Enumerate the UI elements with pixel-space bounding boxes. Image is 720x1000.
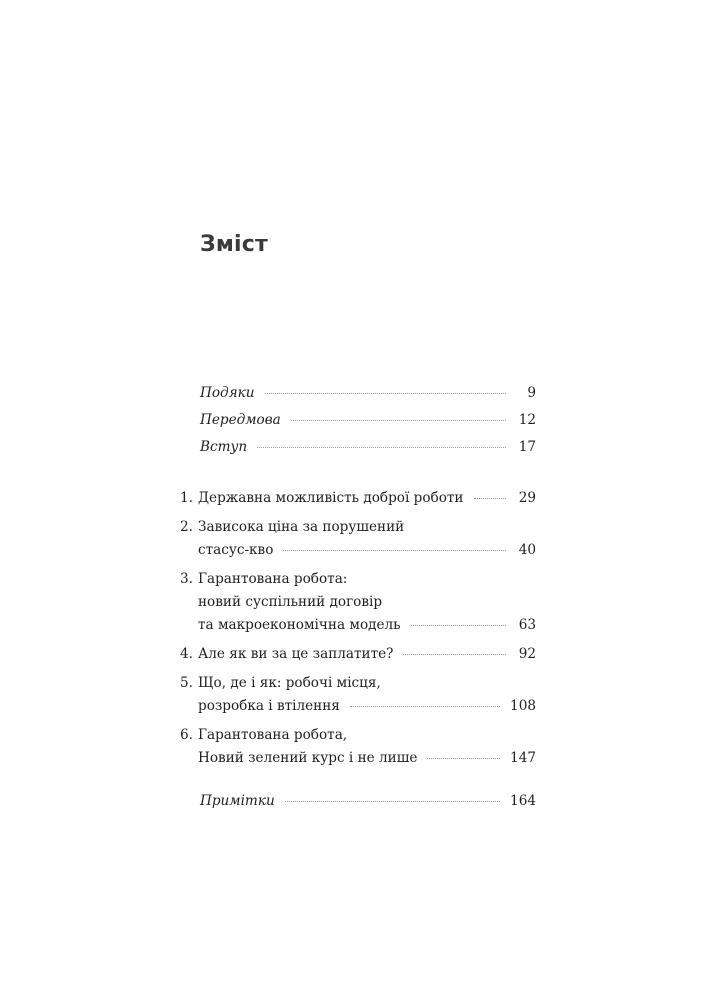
dot-leader bbox=[285, 801, 500, 802]
toc-page-number: 12 bbox=[518, 412, 536, 428]
chapter-title-line: Гарантована робота, bbox=[198, 727, 348, 743]
chapter-title-line: Новий зелений курс і не лише bbox=[198, 750, 418, 766]
toc-page-number: 29 bbox=[518, 490, 536, 506]
chapter-number: 2. bbox=[180, 519, 193, 535]
toc-page-number: 63 bbox=[518, 617, 536, 633]
dot-leader bbox=[474, 498, 507, 499]
toc-entry-notes[interactable] bbox=[180, 790, 536, 813]
chapter-number: 5. bbox=[180, 675, 193, 691]
dot-leader bbox=[291, 420, 506, 421]
dot-leader bbox=[265, 393, 506, 394]
toc-page-number: 92 bbox=[518, 646, 536, 662]
toc-page-number: 40 bbox=[518, 542, 536, 558]
toc-entry-label: Подяки bbox=[200, 385, 255, 401]
toc-entry-chapter-5[interactable] bbox=[180, 672, 536, 718]
chapter-title-line: Але як ви за це заплатите? bbox=[198, 646, 394, 662]
chapter-number: 1. bbox=[180, 490, 193, 506]
chapter-title-line: новий суспільний договір bbox=[198, 594, 383, 610]
toc-entry-chapter-6[interactable] bbox=[180, 724, 536, 770]
chapter-number: 6. bbox=[180, 727, 193, 743]
chapter-number: 3. bbox=[180, 571, 193, 587]
toc-page-number: 9 bbox=[527, 385, 536, 401]
dot-leader bbox=[257, 447, 506, 448]
toc-page-number: 108 bbox=[510, 698, 536, 714]
chapter-title-line: Що, де і як: робочі місця, bbox=[198, 675, 381, 691]
chapter-title-line: розробка і втілення bbox=[198, 698, 340, 714]
dot-leader bbox=[411, 625, 506, 626]
chapter-title-line: та макроекономічна модель bbox=[198, 617, 401, 633]
chapter-title-line: Гарантована робота: bbox=[198, 571, 348, 587]
toc-page-number: 164 bbox=[510, 793, 536, 809]
toc-entry-chapter-3[interactable] bbox=[180, 568, 536, 637]
toc-entry-chapter-1[interactable] bbox=[180, 487, 536, 510]
table-of-contents bbox=[180, 382, 536, 813]
chapter-number: 4. bbox=[180, 646, 193, 662]
dot-leader bbox=[283, 550, 506, 551]
dot-leader bbox=[427, 758, 500, 759]
toc-entry-chapter-2[interactable] bbox=[180, 516, 536, 562]
toc-entry-label: Примітки bbox=[200, 793, 275, 809]
toc-entry-label: Передмова bbox=[200, 412, 281, 428]
toc-page-number: 17 bbox=[518, 439, 536, 455]
dot-leader bbox=[350, 706, 500, 707]
dot-leader bbox=[403, 654, 506, 655]
chapter-title-line: Державна можливість доброї роботи bbox=[198, 490, 464, 506]
chapter-title-line: Зависока ціна за порушений bbox=[198, 519, 405, 535]
toc-entry-chapter-4[interactable] bbox=[180, 643, 536, 666]
page-title: Зміст bbox=[200, 232, 268, 257]
chapter-title-line: стасус-кво bbox=[198, 542, 274, 558]
toc-entry-introduction[interactable] bbox=[180, 436, 536, 459]
toc-page-number: 147 bbox=[510, 750, 536, 766]
toc-entry-acknowledgements[interactable] bbox=[180, 382, 536, 405]
toc-entry-label: Вступ bbox=[200, 439, 248, 455]
toc-entry-foreword[interactable] bbox=[180, 409, 536, 432]
